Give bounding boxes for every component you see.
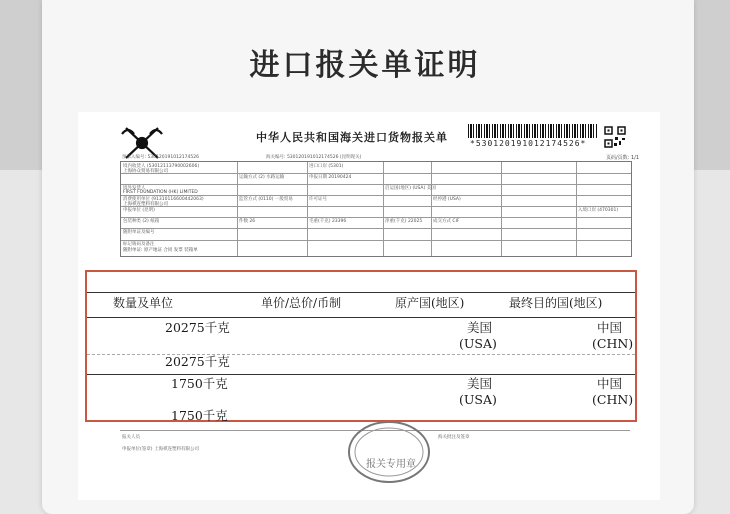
form-field: 上海祺连塑料有限公司 xyxy=(123,202,168,207)
row-2-destination: 中国 xyxy=(597,376,623,391)
form-field: 申报单位 (昆明) xyxy=(123,208,155,213)
stamp-text: 报关专用章 xyxy=(366,459,416,470)
form-field: 境内收货人 (53012113790002606) xyxy=(123,164,200,169)
form-field: 申报日期 20190424 xyxy=(309,175,352,180)
row-2-quantity: 1750千克 xyxy=(171,376,228,391)
document-heading: 中华人民共和国海关进口货物报关单 xyxy=(256,131,448,144)
declaration-form-grid xyxy=(120,161,632,257)
row-1-origin: 美国 xyxy=(467,320,493,335)
form-field: 标记唛码及备注 xyxy=(123,242,155,247)
form-field: 入境口岸 (470301) xyxy=(578,208,619,213)
header-quantity-unit: 数量及单位 xyxy=(113,296,174,310)
form-field: 许可证号 xyxy=(309,197,327,202)
header-price: 单价/总价/币制 xyxy=(261,296,342,310)
row-1-quantity-secondary: 20275千克 xyxy=(165,354,230,369)
barcode-number: *530120191012174526* xyxy=(470,139,587,148)
form-field: 运输方式 (2) 水路运输 xyxy=(239,175,285,180)
form-field: 上海协众贸易有限公司 xyxy=(123,169,168,174)
row-1-destination-code: (CHN) xyxy=(592,336,634,351)
zoomed-detail-panel xyxy=(87,272,635,423)
row-2-destination-code: (CHN) xyxy=(592,392,634,407)
row-2-origin: 美国 xyxy=(467,376,493,391)
declarant-label: 报关人员 xyxy=(122,435,140,440)
form-field: FIRST FOUNDATION (HK) LIMITED xyxy=(123,190,198,195)
form-field: 进口口岸 (5301) xyxy=(309,164,344,169)
form-field: 经停港 (USA) xyxy=(433,197,461,202)
row-1-quantity: 20275千克 xyxy=(165,320,230,335)
row-2-quantity-secondary: 1750千克 xyxy=(171,408,228,423)
form-field: 启运国(地区) (USA) 美国 xyxy=(385,186,436,191)
form-field: 净重(千克) 22025 xyxy=(385,219,423,224)
form-field: 毛重(千克) 23396 xyxy=(309,219,347,224)
pre-entry-number: 预录入编号: 530120191012174526 xyxy=(122,155,199,160)
declarant-company: 申报单位(签章) 上海祺连塑料有限公司 xyxy=(122,447,199,452)
form-field: 成交方式 CIF xyxy=(433,219,460,224)
row-1-destination: 中国 xyxy=(597,320,623,335)
customs-number: 海关编号: 530120191012174526 (昆明现关) xyxy=(266,155,362,160)
page-label: 页码/页数: 1/1 xyxy=(606,155,640,161)
form-field: 境外发货人 xyxy=(123,186,146,191)
header-destination: 最终目的国(地区) xyxy=(509,296,603,310)
form-field: 随附单证: 原产地证 合同 发票 装箱单 xyxy=(123,248,198,253)
header-origin: 原产国(地区) xyxy=(395,296,465,310)
page-title: 进口报关单证明 xyxy=(249,48,481,83)
form-field: 包装种类 (2) 纸箱 xyxy=(123,219,160,224)
row-2-origin-code: (USA) xyxy=(459,392,497,407)
row-1-origin-code: (USA) xyxy=(459,336,497,351)
form-field: 随附单证及编号 xyxy=(123,230,155,235)
form-field: 监管方式 (0110) 一般贸易 xyxy=(239,197,293,202)
barcode xyxy=(468,124,598,138)
qr-code-icon xyxy=(604,126,626,148)
form-field: 件数 26 xyxy=(239,219,256,224)
customs-stamp xyxy=(344,417,434,487)
form-field: 消费使用单位 (91310116600442063) xyxy=(123,197,204,202)
customs-annotation-label: 海关批注及签章 xyxy=(438,435,470,440)
